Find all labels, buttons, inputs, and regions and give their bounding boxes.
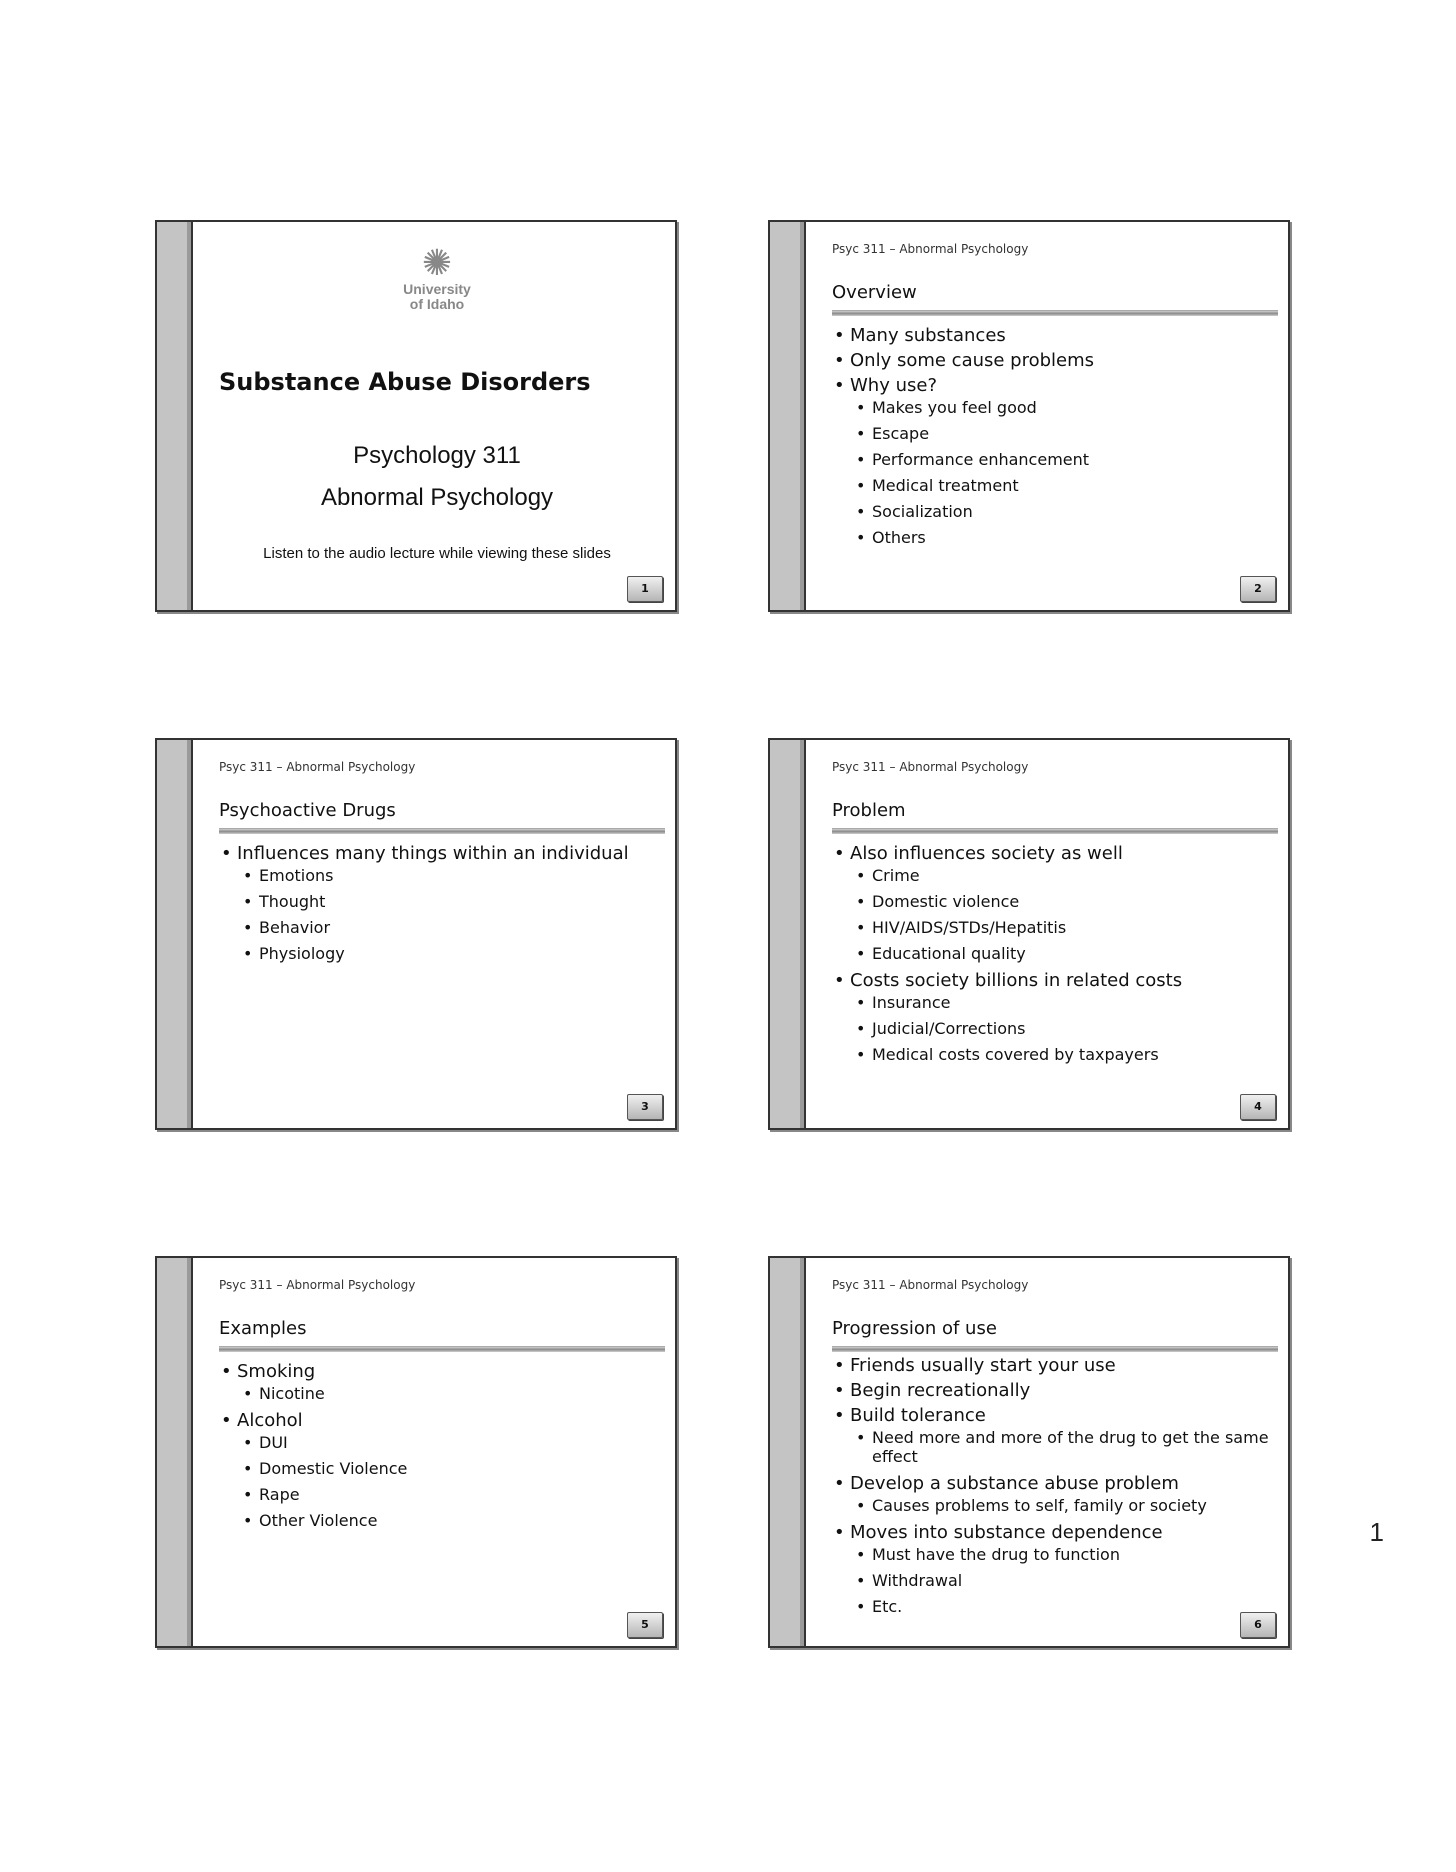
bullet-item — [830, 1405, 1278, 1466]
bullet-item — [830, 970, 1278, 1064]
slide-subtitle-topic: Abnormal Psychology — [320, 484, 554, 511]
sub-bullet-item: • Nicotine — [237, 1384, 665, 1403]
sub-bullet-item: • Physiology — [237, 944, 665, 963]
bullet-list — [217, 1358, 665, 1537]
slide-content — [209, 222, 665, 610]
bullet-item — [830, 350, 1278, 372]
slide-title: Examples — [219, 1318, 307, 1339]
sub-bullet-item: • Behavior — [237, 918, 665, 937]
sub-bullet-item: • Crime — [850, 866, 1278, 885]
sub-bullet-item: • Judicial/Corrections — [850, 1019, 1278, 1038]
logo-emblem-icon: ✺ — [421, 243, 453, 284]
bullet-item — [830, 1355, 1278, 1377]
bullet-item — [830, 1522, 1278, 1616]
bullet-text: Why use? — [850, 375, 937, 396]
slide-title: Psychoactive Drugs — [219, 800, 396, 821]
bullet-list — [217, 840, 665, 970]
bullet-text: Develop a substance abuse problem — [850, 1473, 1179, 1494]
slide-header: Psyc 311 – Abnormal Psychology — [832, 242, 1029, 256]
sub-bullet-item: • Etc. — [850, 1597, 1278, 1616]
bullet-item — [217, 843, 665, 963]
slide-subtitle-course: Psychology 311 — [353, 442, 521, 469]
slide-title: Problem — [832, 800, 906, 821]
bullet-list — [830, 1352, 1278, 1623]
slide-content — [822, 1258, 1278, 1646]
slide-side-bar — [157, 1258, 193, 1646]
slide-6 — [768, 1256, 1290, 1648]
slide-content — [209, 740, 665, 1128]
sub-bullet-list — [850, 993, 1278, 1064]
slide-side-bar — [770, 1258, 806, 1646]
slide-side-bar — [157, 222, 193, 610]
bullet-item — [830, 1380, 1278, 1402]
sub-bullet-list — [850, 1428, 1278, 1466]
slide-number: 5 — [627, 1612, 663, 1638]
title-divider — [832, 310, 1278, 316]
sub-bullet-item: • Others — [850, 528, 1278, 547]
bullet-text: Only some cause problems — [850, 350, 1095, 371]
title-divider — [219, 1346, 665, 1352]
logo-line-1: University — [403, 281, 471, 297]
slide-3 — [155, 738, 677, 1130]
slide-title: Progression of use — [832, 1318, 997, 1339]
bullet-text: Many substances — [850, 325, 1006, 346]
slide-content — [822, 222, 1278, 610]
bullet-item — [830, 325, 1278, 347]
sub-bullet-list — [237, 1384, 665, 1403]
sub-bullet-item: • Medical costs covered by taxpayers — [850, 1045, 1278, 1064]
sub-bullet-item: • DUI — [237, 1433, 665, 1452]
sub-bullet-list — [850, 866, 1278, 963]
sub-bullet-item: • Makes you feel good — [850, 398, 1278, 417]
slide-content — [209, 1258, 665, 1646]
sub-bullet-item: • Insurance — [850, 993, 1278, 1012]
sub-bullet-list — [850, 398, 1278, 547]
slide-side-bar — [157, 740, 193, 1128]
bullet-text: Moves into substance dependence — [850, 1522, 1163, 1543]
slide-number: 4 — [1240, 1094, 1276, 1120]
sub-bullet-list — [237, 866, 665, 963]
page-number: 1 — [1369, 1517, 1384, 1547]
slide-number: 2 — [1240, 576, 1276, 602]
sub-bullet-item: • Need more and more of the drug to get the same effect — [850, 1428, 1278, 1466]
bullet-text: Begin recreationally — [850, 1380, 1031, 1401]
sub-bullet-item: • Must have the drug to function — [850, 1545, 1278, 1564]
sub-bullet-item: • Domestic violence — [850, 892, 1278, 911]
slide-number: 6 — [1240, 1612, 1276, 1638]
title-divider — [832, 828, 1278, 834]
bullet-item — [217, 1361, 665, 1403]
slide-number: 3 — [627, 1094, 663, 1120]
sub-bullet-item: • Escape — [850, 424, 1278, 443]
bullet-item — [217, 1410, 665, 1530]
slide-4 — [768, 738, 1290, 1130]
sub-bullet-item: • Withdrawal — [850, 1571, 1278, 1590]
sub-bullet-item: • Performance enhancement — [850, 450, 1278, 469]
slide-header: Psyc 311 – Abnormal Psychology — [832, 1278, 1029, 1292]
sub-bullet-list — [850, 1545, 1278, 1616]
sub-bullet-list — [850, 1496, 1278, 1515]
bullet-item — [830, 843, 1278, 963]
university-logo — [209, 243, 665, 312]
bullet-text: Friends usually start your use — [850, 1355, 1116, 1376]
sub-bullet-item: • Educational quality — [850, 944, 1278, 963]
sub-bullet-list — [237, 1433, 665, 1530]
slide-2 — [768, 220, 1290, 612]
bullet-item — [830, 375, 1278, 547]
slide-side-bar — [770, 222, 806, 610]
slide-1 — [155, 220, 677, 612]
slide-number: 1 — [627, 576, 663, 602]
slide-title: Substance Abuse Disorders — [219, 368, 591, 396]
title-divider — [219, 828, 665, 834]
sub-bullet-item: • Causes problems to self, family or society — [850, 1496, 1278, 1515]
slide-note: Listen to the audio lecture while viewing these slides — [263, 545, 611, 562]
bullet-list — [830, 322, 1278, 554]
slide-header: Psyc 311 – Abnormal Psychology — [832, 760, 1029, 774]
slide-title: Overview — [832, 282, 917, 303]
logo-line-2: of Idaho — [409, 296, 465, 312]
sub-bullet-item: • Socialization — [850, 502, 1278, 521]
sub-bullet-item: • Other Violence — [237, 1511, 665, 1530]
slide-content — [822, 740, 1278, 1128]
slide-header: Psyc 311 – Abnormal Psychology — [219, 760, 416, 774]
sub-bullet-item: • Thought — [237, 892, 665, 911]
bullet-item — [830, 1473, 1278, 1515]
slide-side-bar — [770, 740, 806, 1128]
sub-bullet-item: • Rape — [237, 1485, 665, 1504]
bullet-text: Build tolerance — [850, 1405, 986, 1426]
bullet-list — [830, 840, 1278, 1071]
slide-header: Psyc 311 – Abnormal Psychology — [219, 1278, 416, 1292]
sub-bullet-item: • Domestic Violence — [237, 1459, 665, 1478]
slide-5 — [155, 1256, 677, 1648]
sub-bullet-item: • Medical treatment — [850, 476, 1278, 495]
bullet-text: Alcohol — [237, 1410, 303, 1431]
bullet-text: Influences many things within an individual — [237, 843, 629, 864]
sub-bullet-item: • Emotions — [237, 866, 665, 885]
bullet-text: Costs society billions in related costs — [850, 970, 1183, 991]
bullet-text: Smoking — [237, 1361, 316, 1382]
sub-bullet-item: • HIV/AIDS/STDs/Hepatitis — [850, 918, 1278, 937]
bullet-text: Also influences society as well — [850, 843, 1123, 864]
